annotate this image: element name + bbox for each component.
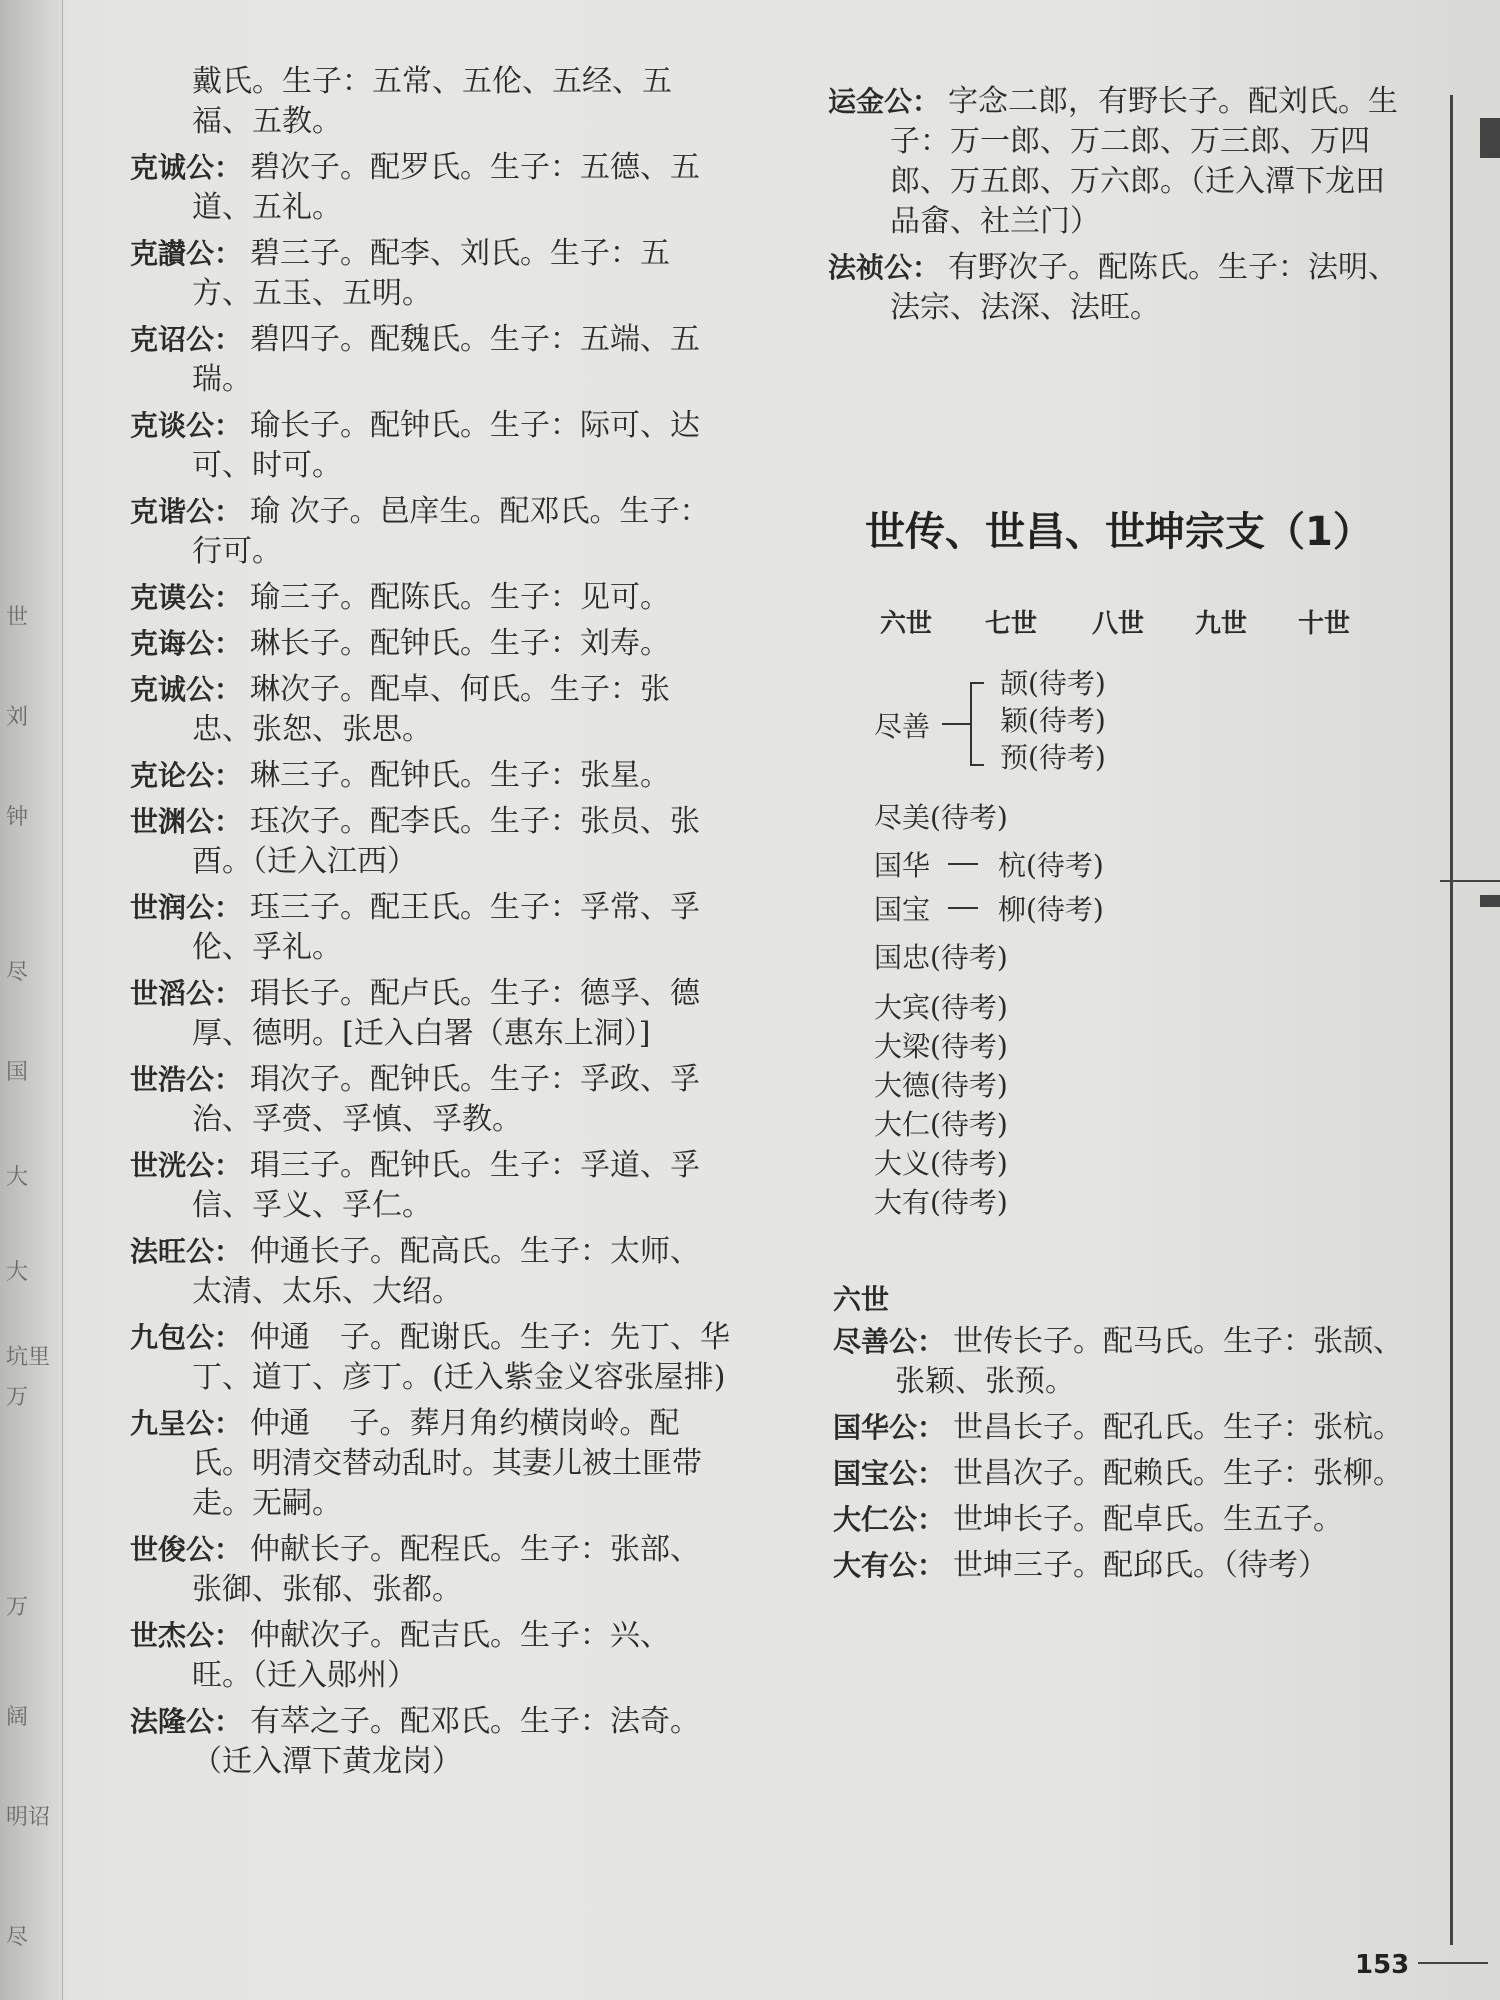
entry-name: 大仁公： bbox=[833, 1503, 946, 1536]
generation-label: 八世 bbox=[1092, 609, 1145, 639]
entry-line: 瑞。 bbox=[192, 362, 252, 397]
genealogy-entry bbox=[130, 670, 770, 750]
tree-node: 国华 bbox=[874, 849, 931, 882]
genealogy-entry bbox=[833, 1546, 1453, 1586]
entry-line: 仲献次子。配吉氏。生子：兴、 bbox=[250, 1618, 670, 1653]
genealogy-entry bbox=[130, 974, 770, 1054]
entry-name: 世俊公： bbox=[130, 1533, 243, 1566]
entry-line: 珏次子。配李氏。生子：张员、张 bbox=[250, 804, 700, 839]
genealogy-entry bbox=[130, 1702, 770, 1782]
entry-name: 法祯公： bbox=[828, 251, 941, 284]
entry-line: 字念二郎，有野长子。配刘氏。生 bbox=[948, 84, 1398, 119]
tree-node: 大有(待考) bbox=[874, 1186, 1008, 1219]
entry-name: 克诏公： bbox=[130, 323, 243, 356]
genealogy-entry bbox=[833, 1454, 1453, 1494]
entry-name: 世洸公： bbox=[130, 1149, 243, 1182]
tree-node: 国忠(待考) bbox=[874, 941, 1008, 974]
genealogy-entry bbox=[130, 148, 770, 228]
entry-line: 福、五教。 bbox=[192, 104, 342, 139]
tree-connector bbox=[948, 907, 978, 909]
entry-line: 道、五礼。 bbox=[192, 190, 342, 225]
entry-name: 世浩公： bbox=[130, 1063, 243, 1096]
genealogy-entry bbox=[130, 756, 770, 796]
spine-fragment: 阔 bbox=[6, 1705, 29, 1730]
entry-line: 琄长子。配卢氏。生子：德孚、德 bbox=[250, 976, 700, 1011]
spine-fragment: 坑里 bbox=[6, 1345, 51, 1370]
genealogy-entry bbox=[833, 1322, 1453, 1402]
page-number-rule bbox=[1418, 1962, 1488, 1964]
entry-line: 行可。 bbox=[192, 534, 282, 569]
spine-fragment: 尽 bbox=[6, 960, 29, 985]
right-column-bottom bbox=[833, 1322, 1453, 1592]
genealogy-entry bbox=[130, 320, 770, 400]
tree-node: 预(待考) bbox=[1000, 741, 1106, 774]
entry-name: 国宝公： bbox=[833, 1457, 946, 1490]
tree-node: 柳(待考) bbox=[998, 893, 1104, 926]
genealogy-entry bbox=[828, 248, 1448, 328]
spine-fragment: 世 bbox=[6, 605, 29, 630]
entry-line: 仲献长子。配程氏。生子：张部、 bbox=[250, 1532, 700, 1567]
generation-label: 六世 bbox=[880, 609, 933, 639]
page-number: 153 bbox=[1355, 1950, 1410, 1980]
entry-line: 仲通 子。配谢氏。生子：先丁、华 bbox=[250, 1320, 730, 1355]
entry-line: 信、孚义、孚仁。 bbox=[192, 1188, 432, 1223]
adjacent-page-edge bbox=[0, 0, 63, 2000]
generation-section-label: 六世 bbox=[833, 1283, 890, 1316]
entry-line: 厚、德明。[迁入白署（惠东上洞）] bbox=[192, 1016, 651, 1051]
spine-fragment: 刘 bbox=[6, 705, 29, 730]
genealogy-entry bbox=[130, 578, 770, 618]
generation-label: 十世 bbox=[1298, 609, 1351, 639]
entry-line: 张御、张郁、张都。 bbox=[192, 1572, 462, 1607]
spine-fragment: 大 bbox=[6, 1260, 29, 1285]
entry-line: 琄三子。配钟氏。生子：孚道、孚 bbox=[250, 1148, 700, 1183]
entry-name: 国华公： bbox=[833, 1411, 946, 1444]
tree-node: 大仁(待考) bbox=[874, 1108, 1008, 1141]
tree-node: 尽美(待考) bbox=[874, 801, 1008, 834]
entry-name: 克谈公： bbox=[130, 409, 243, 442]
tree-node: 大德(待考) bbox=[874, 1069, 1008, 1102]
entry-line: 走。无嗣。 bbox=[192, 1486, 342, 1521]
genealogy-entry bbox=[833, 1408, 1453, 1448]
entry-line: 酉。（迁入江西） bbox=[192, 844, 417, 879]
entry-line: 碧次子。配罗氏。生子：五德、五 bbox=[250, 150, 700, 185]
entry-line: 瑜三子。配陈氏。生子：见可。 bbox=[250, 580, 670, 615]
tree-node: 颉(待考) bbox=[1000, 667, 1106, 700]
spine-fragment: 钟 bbox=[6, 805, 29, 830]
entry-line: 子：万一郎、万二郎、万三郎、万四 bbox=[890, 124, 1370, 159]
entry-line: 仲通长子。配高氏。生子：太师、 bbox=[250, 1234, 700, 1269]
page-edge-rule bbox=[1440, 880, 1500, 882]
entry-name: 克诚公： bbox=[130, 151, 243, 184]
entry-line: 瑜 次子。邑庠生。配邓氏。生子： bbox=[250, 494, 710, 529]
generation-header bbox=[870, 603, 1390, 643]
entry-name: 法隆公： bbox=[130, 1705, 243, 1738]
genealogy-entry bbox=[130, 1060, 770, 1140]
entry-line: 世坤长子。配卓氏。生五子。 bbox=[953, 1502, 1343, 1537]
entry-line: 世传长子。配马氏。生子：张颉、 bbox=[953, 1324, 1403, 1359]
generation-label: 七世 bbox=[985, 609, 1038, 639]
tree-node: 尽善 bbox=[874, 710, 931, 743]
entry-name: 世滔公： bbox=[130, 977, 243, 1010]
entry-name: 世润公： bbox=[130, 891, 243, 924]
spine-fragment: 万 bbox=[6, 1385, 29, 1410]
genealogy-entry bbox=[130, 1318, 770, 1398]
thumb-tab-marker bbox=[1480, 895, 1500, 907]
entry-line: 有野次子。配陈氏。生子：法明、 bbox=[948, 250, 1398, 285]
entry-line: 方、五玉、五明。 bbox=[192, 276, 432, 311]
genealogy-entry bbox=[130, 802, 770, 882]
entry-name: 克谟公： bbox=[130, 581, 243, 614]
entry-name: 运金公： bbox=[828, 85, 941, 118]
genealogy-entry bbox=[130, 234, 770, 314]
tree-node: 大梁(待考) bbox=[874, 1030, 1008, 1063]
entry-name: 法旺公： bbox=[130, 1235, 243, 1268]
tree-node: 大义(待考) bbox=[874, 1147, 1008, 1180]
tree-node: 颖(待考) bbox=[1000, 704, 1106, 737]
entry-line: 品畲、社兰门） bbox=[890, 204, 1100, 239]
entry-line: 忠、张恕、张思。 bbox=[192, 712, 432, 747]
entry-line: 戴氏。生子：五常、五伦、五经、五 bbox=[192, 64, 672, 99]
entry-name: 克诚公： bbox=[130, 673, 243, 706]
entry-name: 尽善公： bbox=[833, 1325, 946, 1358]
left-column bbox=[130, 62, 770, 1788]
spine-fragment: 万 bbox=[6, 1595, 29, 1620]
genealogy-entry bbox=[130, 624, 770, 664]
genealogy-entry bbox=[130, 1530, 770, 1610]
entry-line: 伦、孚礼。 bbox=[192, 930, 342, 965]
tree-node: 大宾(待考) bbox=[874, 991, 1008, 1024]
spine-fragment: 明诏 bbox=[6, 1805, 51, 1830]
entry-line: 琳长子。配钟氏。生子：刘寿。 bbox=[250, 626, 670, 661]
tree-connector bbox=[948, 863, 978, 865]
entry-line: 碧三子。配李、刘氏。生子：五 bbox=[250, 236, 670, 271]
entry-line: 世坤三子。配邱氏。（待考） bbox=[953, 1548, 1328, 1583]
genealogy-entry bbox=[833, 1500, 1453, 1540]
tree-connector bbox=[970, 682, 984, 684]
entry-name: 大有公： bbox=[833, 1549, 946, 1582]
genealogy-entry bbox=[130, 1232, 770, 1312]
genealogy-entry bbox=[828, 82, 1448, 242]
entry-line: 可、时可。 bbox=[192, 448, 342, 483]
tree-connector bbox=[970, 764, 984, 766]
entry-line: （迁入潭下黄龙岗） bbox=[192, 1744, 462, 1779]
genealogy-entry bbox=[130, 888, 770, 968]
page-edge-rule bbox=[1450, 95, 1453, 1945]
entry-line: 治、孚赍、孚慎、孚教。 bbox=[192, 1102, 522, 1137]
entry-line: 琳次子。配卓、何氏。生子：张 bbox=[250, 672, 670, 707]
entry-line: 仲通 子。葬月角约横岗岭。配 bbox=[250, 1406, 680, 1441]
entry-line: 太清、太乐、大绍。 bbox=[192, 1274, 462, 1309]
genealogy-entry bbox=[130, 62, 770, 142]
entry-line: 珏三子。配王氏。生子：孚常、孚 bbox=[250, 890, 700, 925]
entry-name: 克讃公： bbox=[130, 237, 243, 270]
entry-name: 克谐公： bbox=[130, 495, 243, 528]
genealogy-entry bbox=[130, 492, 770, 572]
spine-fragment: 大 bbox=[6, 1165, 29, 1190]
entry-line: 张颖、张预。 bbox=[895, 1364, 1075, 1399]
tree-node: 杭(待考) bbox=[998, 849, 1104, 882]
genealogy-entry bbox=[130, 1404, 770, 1524]
entry-line: 琄次子。配钟氏。生子：孚政、孚 bbox=[250, 1062, 700, 1097]
tree-node: 国宝 bbox=[874, 893, 931, 926]
lineage-tree bbox=[870, 668, 1430, 1228]
entry-line: 世昌次子。配赖氏。生子：张柳。 bbox=[953, 1456, 1403, 1491]
entry-line: 有萃之子。配邓氏。生子：法奇。 bbox=[250, 1704, 700, 1739]
tree-connector bbox=[942, 723, 970, 725]
entry-line: 氏。明清交替动乱时。其妻儿被土匪带 bbox=[192, 1446, 702, 1481]
entry-name: 九呈公： bbox=[130, 1407, 243, 1440]
entry-name: 克论公： bbox=[130, 759, 243, 792]
entry-name: 世渊公： bbox=[130, 805, 243, 838]
genealogy-entry bbox=[130, 406, 770, 486]
section-title: 世传、世昌、世坤宗支（1） bbox=[865, 509, 1373, 555]
entry-line: 旺。（迁入郧州） bbox=[192, 1658, 417, 1693]
generation-label: 九世 bbox=[1195, 609, 1248, 639]
entry-line: 世昌长子。配孔氏。生子：张杭。 bbox=[953, 1410, 1403, 1445]
right-column-top bbox=[828, 82, 1448, 334]
genealogy-entry bbox=[130, 1616, 770, 1696]
entry-line: 琳三子。配钟氏。生子：张星。 bbox=[250, 758, 670, 793]
entry-line: 法宗、法深、法旺。 bbox=[890, 290, 1160, 325]
entry-name: 克诲公： bbox=[130, 627, 243, 660]
entry-line: 丁、道丁、彦丁。(迁入紫金义容张屋排) bbox=[192, 1360, 726, 1395]
entry-name: 世杰公： bbox=[130, 1619, 243, 1652]
entry-line: 瑜长子。配钟氏。生子：际可、达 bbox=[250, 408, 700, 443]
entry-name: 九包公： bbox=[130, 1321, 243, 1354]
entry-line: 郎、万五郎、万六郎。（迁入潭下龙田 bbox=[890, 164, 1385, 199]
spine-fragment: 国 bbox=[6, 1060, 29, 1085]
spine-fragment: 尽 bbox=[6, 1925, 29, 1950]
entry-line: 碧四子。配魏氏。生子：五端、五 bbox=[250, 322, 700, 357]
genealogy-entry bbox=[130, 1146, 770, 1226]
tree-connector bbox=[970, 682, 972, 764]
thumb-tab-marker bbox=[1480, 118, 1500, 158]
